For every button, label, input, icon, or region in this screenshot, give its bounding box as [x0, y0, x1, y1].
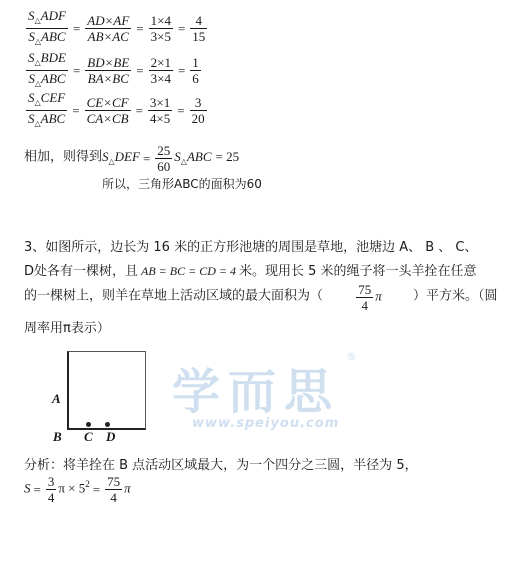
watermark-registered: ®	[346, 350, 357, 363]
label-c: C	[84, 429, 93, 444]
tree-d-dot	[105, 422, 110, 427]
problem-line-1: 3、如图所示，边长为 16 米的正方形池塘的周围是草地，池塘边 A、 B 、 C、	[24, 240, 478, 255]
analysis-formula: S = $\frac{3}{4}$ $\pi \times 5^2$ = $\frac{75}{4}$ π	[24, 474, 131, 505]
watermark-url: www.speiyou.com	[192, 416, 340, 431]
tree-c-dot	[86, 422, 91, 427]
answer-blank: $\frac{75}{4}$ π	[358, 282, 382, 313]
analysis-text: 分析：将羊拴在 B 点活动区域最大，为一个四分之三圆，半径为 5，	[24, 458, 418, 473]
conclusion-text: 所以，三角形ABC的面积为60	[102, 177, 262, 191]
label-d: D	[106, 429, 116, 444]
problem-line-3: 的一棵树上，则羊在草地上活动区域的最大面积为（ $\frac{75}{4}$ π ）平方米。（圆	[24, 282, 498, 313]
ratio-equation-1: $\frac{S_\triangle ADF}{S_\triangle ABC}$ = $\frac{AD\times AF}{AB\times AC}$ = $\frac{1\times 4}{3\times 5}$ = $\frac{4}{15}$	[28, 8, 206, 46]
label-a: A	[52, 391, 61, 406]
square-pond	[67, 351, 146, 430]
watermark-logo: 学而思	[172, 364, 341, 420]
label-b: B	[53, 429, 62, 444]
ratio-equation-3: $\frac{S_\triangle CEF}{S_\triangle ABC}$ = $\frac{CE\times CF}{CA\times CB}$ = $\frac{3\times 1}{4\times 5}$ = $\frac{3}{20}$	[28, 90, 205, 128]
ratio-equation-2: $\frac{S_\triangle BDE}{S_\triangle ABC}$ = $\frac{BD\times BE}{BA\times BC}$ = $\frac{2\times 1}{3\times 4}$ = $\frac{1}{6}$	[28, 50, 199, 88]
problem-line-2: D处各有一棵树，且 AB = BC = CD = 4 米。现用长 5 米的绳子将一头羊拴在任意	[24, 264, 477, 279]
problem-line-4: 周率用π表示）	[24, 321, 110, 336]
sum-line: 相加，则得到$S_\triangle DEF$ = $\frac{25}{60}$ $S_\triangle ABC = 25$	[24, 143, 240, 174]
watermark	[172, 353, 340, 431]
